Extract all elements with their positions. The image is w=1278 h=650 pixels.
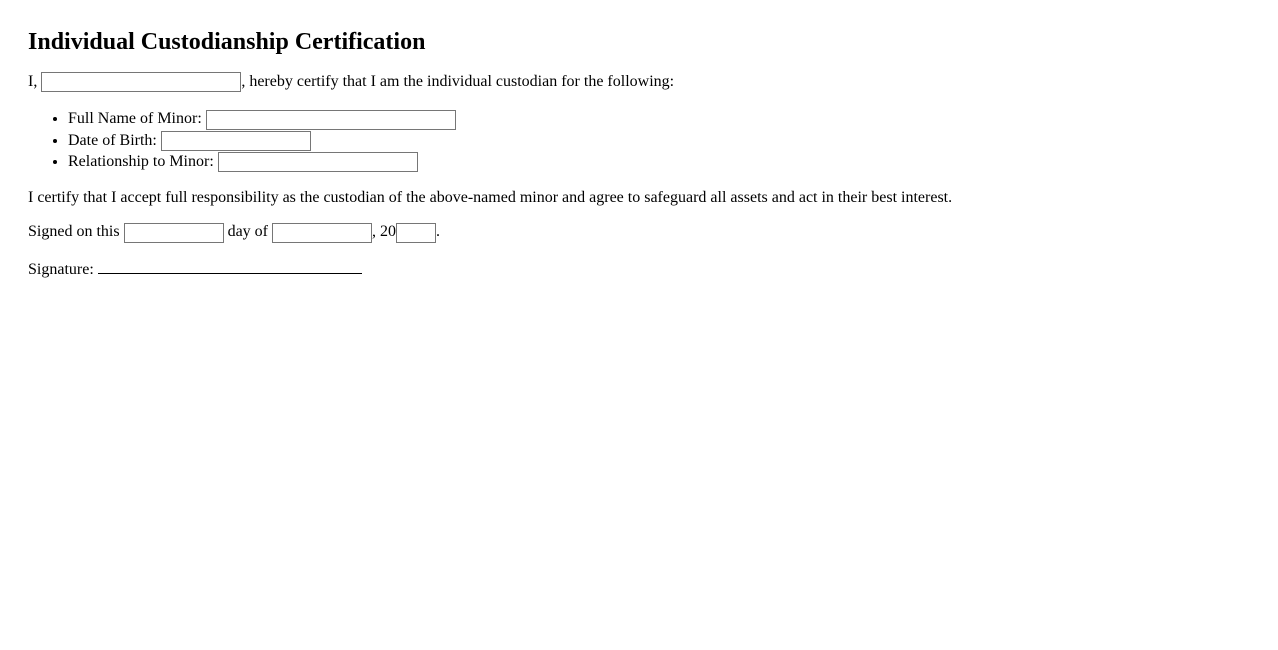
minor-details-list [28, 108, 1250, 172]
signed-suffix: . [436, 223, 440, 241]
intro-prefix: I, [28, 73, 38, 90]
certification-page [0, 0, 1278, 280]
signature-label: Signature: [28, 260, 94, 278]
list-item-minor-name [68, 108, 1250, 129]
signed-month-input[interactable] [272, 223, 372, 243]
list-item-date-of-birth [68, 130, 1250, 151]
page-title: Individual Custodianship Certification [28, 29, 426, 55]
custodian-intro-line [28, 72, 1250, 92]
responsibility-statement: I certify that I accept full responsibility as the custodian of the above-named minor and agree to safeguard all assets and act in their best interest. [28, 189, 953, 207]
custodian-name-input[interactable] [41, 72, 241, 92]
intro-suffix: , hereby certify that I am the individual custodian for the following: [241, 73, 675, 90]
signature-line [28, 257, 1250, 280]
date-of-birth-input[interactable] [161, 131, 311, 151]
list-item-relationship [68, 151, 1250, 172]
minor-name-label: Full Name of Minor: [68, 110, 202, 128]
minor-name-input[interactable] [206, 110, 456, 130]
date-of-birth-label: Date of Birth: [68, 131, 157, 149]
relationship-label: Relationship to Minor: [68, 152, 214, 170]
signed-year-input[interactable] [396, 223, 436, 243]
year-prefix: , 20 [372, 223, 396, 241]
signature-underline [98, 257, 362, 274]
signed-date-line [28, 222, 1250, 242]
signed-day-input[interactable] [124, 223, 224, 243]
signed-prefix: Signed on this [28, 223, 120, 241]
relationship-input[interactable] [218, 152, 418, 172]
day-of-label: day of [227, 223, 268, 241]
